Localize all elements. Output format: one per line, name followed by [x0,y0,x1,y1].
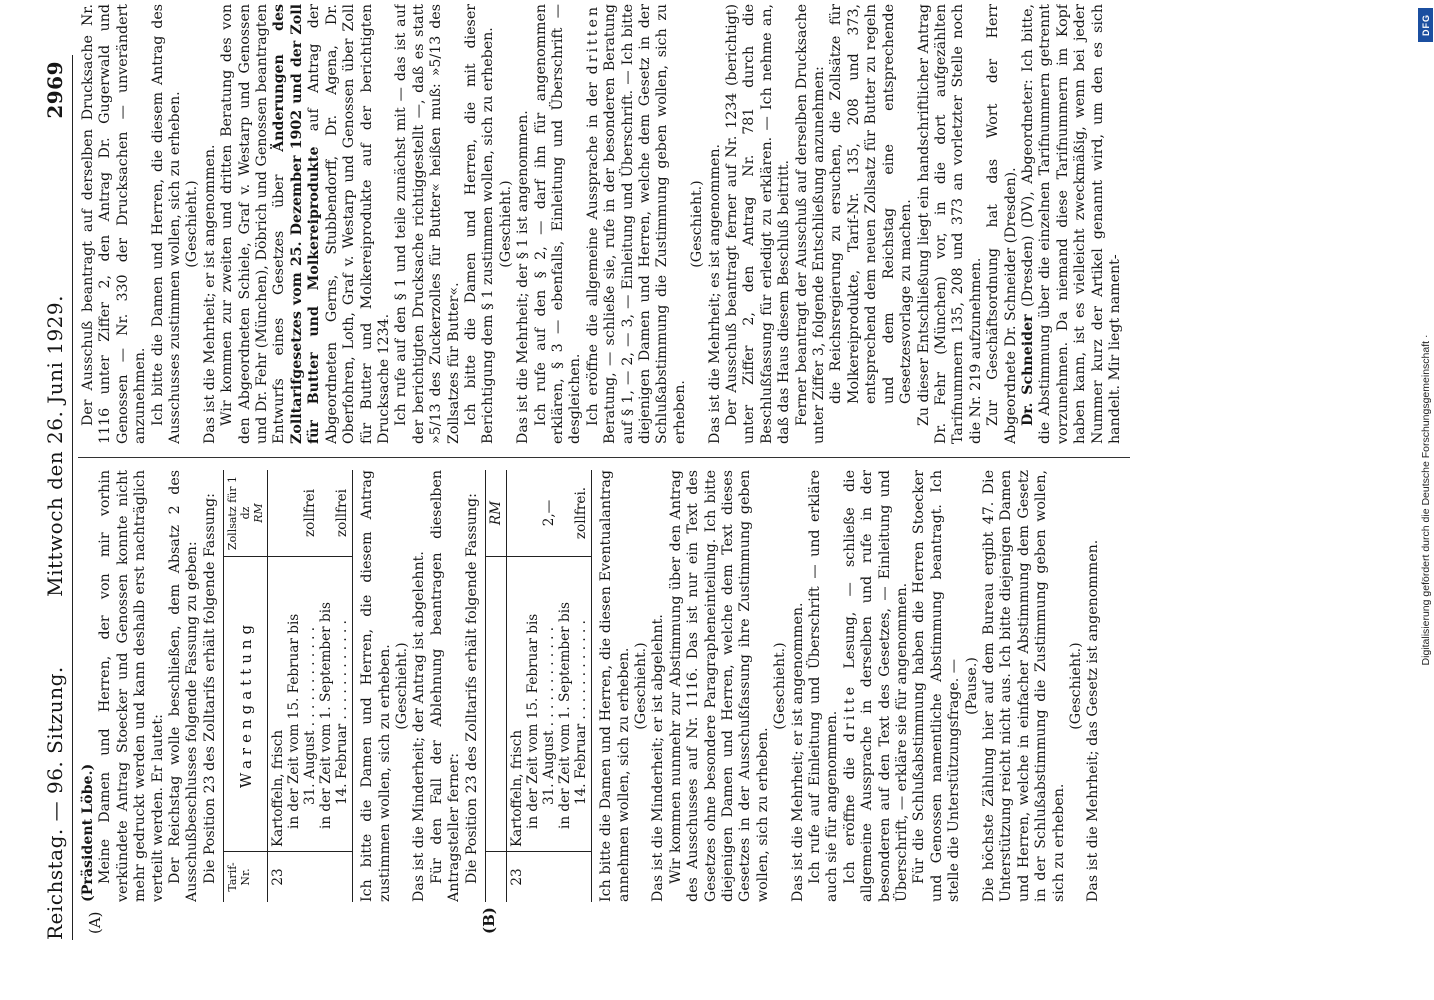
goods-period: 31. August . . . . . . . . . . . . [302,626,319,805]
paragraph: Die Position 23 des Zolltarifs erhält folgende Fassung: [463,493,480,884]
emphasis: dritten [584,4,601,75]
goods-cell [268,557,353,852]
goods-cell [507,557,592,852]
goods-name: Kartoffeln, frisch [270,729,287,847]
paragraph: Zu dieser Entschließung liegt ein handschriftlicher Antrag Dr. Fehr (München) vor, in die dort aufgezählten Tarifnummern 135, 208 und 373 an vorletzter Stelle noch die Nr. 219 aufzunehmen. [915,4,984,444]
paragraph: Ich rufe auf den § 2, — darf ihn für angenommen erklären, § 3 — ebenfalls, Einleitung und Überschrift — desgleichen. [532,4,584,444]
paragraph: Das ist die Minderheit; der Antrag ist abgelehnt. [411,551,428,902]
paragraph: Das ist die Mehrheit; es ist angenommen. [706,143,723,444]
goods-name: Kartoffeln, frisch [509,729,526,847]
header-left: Reichstag. — 96. Sitzung. [43,666,67,940]
paragraph: Ich bitte die Damen und Herren, die diesem Antrag des Ausschusses zustimmen wollen, sich zu erheben. [149,4,184,444]
action-note: (Geschieht.) [772,642,789,730]
col-header-goods: Warengattung [224,557,268,852]
goods-period: 14. Februar . . . . . . . . . . . . [334,620,351,805]
paragraph: Das ist die Mehrheit; das Gesetz ist angenommen. [1085,539,1102,902]
paragraph: Ich eröffne die allgemeine Aussprache in der dritten Beratung, — schließe sie, rufe in der besonderen Beratung auf § 1, — 2, — 3, — Einleitung und Überschrift. — Ich bitte diejenigen Damen und Herren, welche dem Gesetz in der Schlußabstimmung die Zustimmung geben wollen, sich zu erheben. [584,4,688,444]
col-header-duty [224,470,268,557]
duty-cell [268,470,353,557]
speaker-name: Dr. Schneider [1019,314,1036,426]
col-header-tariff-no: Tarif-Nr. [224,852,268,903]
speaker-label: (Präsident Löbe.) [80,763,96,902]
header-date: Mittwoch den 26. Juni 1929. [43,295,67,597]
page-number: 2969 [43,61,67,119]
paragraph: Für die Schlußabstimmung haben die Herren Stoecker und Genossen namentliche Abstimmung beantragt. Ich stelle die Unterstützungsfrage. — [911,470,963,902]
dfg-logo-icon: DFG [1418,8,1433,42]
paragraph: Das ist die Mehrheit; er ist angenommen. [201,144,218,444]
paragraph: Das ist die Minderheit; er ist abgelehnt. [650,614,667,902]
resolution-text: die Reichsregierung zu ersuchen, die Zollsätze für Molkereiprodukte, Tarif-Nr. 135, 208 und 373, entsprechend dem neuen Zollsatz für Butter zu regeln und dem Reichstag eine entsprechende Gesetzesvorlage zu machen. [828,4,915,404]
action-note: (Geschieht.) [394,642,411,730]
tariff-table-1 [223,470,353,902]
left-column [80,470,1130,902]
paragraph: Ich bitte die Damen und Herren, die mit dieser Berichtigung dem § 1 zustimmen wollen, sich zu erheben. [462,4,497,444]
paragraph: Wir kommen nunmehr zur Abstimmung über den Antrag des Ausschusses auf Nr. 1116. Das ist nur ein Text des Gesetzes ohne besondere Paragrapheneinteilung. Ich bitte diejenigen Damen und Herren, welche dem Text dieses Gesetzes in der Ausschußfassung ihre Zustimmung geben wollen, sich zu erheben. [667,470,771,902]
paragraph: Das ist die Mehrheit; er ist angenommen. [789,602,806,902]
paragraph: Meine Damen und Herren, der von mir vorhin verkündete Antrag Stoecker und Genossen konnte nicht mehr gedruckt werden und kann deshalb erst nachträglich verteilt werden. Er lautet: [97,470,166,902]
column-divider [78,457,1130,458]
goods-period: 14. Februar . . . . . . . . . . . . [573,620,590,805]
paragraph: Ferner beantragt der Ausschuß auf derselben Drucksache unter Ziffer 3, folgende Entschließung anzunehmen: [793,4,828,444]
page-header [38,55,73,940]
tariff-number: 23 [268,852,353,903]
goods-period: in der Zeit vom 15. Februar bis [525,613,542,829]
action-note: (Geschieht.) [632,642,649,730]
goods-period: in der Zeit vom 1. September bis [318,601,335,829]
goods-period: 31. August . . . . . . . . . . . . [541,626,558,805]
action-note: (Geschieht.) [1068,642,1085,730]
paragraph: Die Position 23 des Zolltarifs erhält folgende Fassung: [201,493,218,884]
action-note: (Geschieht.) [689,180,706,268]
duty-value: zollfrei [302,489,319,537]
action-note: (Geschieht.) [184,180,201,268]
paragraph: Wir kommen zur zweiten und dritten Beratung des von den Abgeordneten Schiele, Graf v. Westarp und Genossen und Dr. Fehr (München), Döbrich und Genossen beantragten Entwurfs eines Gesetzes über Änderungen des Zolltarifgesetzes vom 25. Dezember 1902 und der Zoll für Butter und Molkereiprodukte auf Antrag der Abgeordneten Gerns, Stubbendorff, Dr. Agena, Dr. Oberfohren, Loth, Graf v. Westarp und Genossen über Zoll für Butter und Molkereiprodukte auf der berichtigten Drucksache 1234. [219,4,392,444]
action-note: (Pause.) [963,657,980,715]
paragraph: Der Reichstag wolle beschließen, dem Absatz 2 des Ausschußbeschlusses folgende Fassung zu geben: [167,470,201,902]
duty-cell [507,470,592,557]
margin-mark-b: (B) [480,907,498,934]
duty-value: zollfrei [334,489,351,537]
table-row [507,470,592,902]
duty-unit: RM [488,500,505,526]
bold-title: Änderungen des Zolltarifgesetzes vom 25. Dezember 1902 und der Zoll für Butter und Molkereiprodukte [271,4,323,444]
paragraph: Ich bitte die Damen und Herren, die diesen Eventualantrag annehmen wollen, sich zu erheben. [598,470,632,902]
duty-label: Zollsatz für 1 dz [226,475,253,551]
paragraph: Dr. Schneider (Dresden) (DV), Abgeordneter: Ich bitte, die Abstimmung über die einzelnen Tarifnummern getrennt vorzunehmen. Da niemand diese Tarifnummern im Kopf haben kann, ist es vielleicht zweckmäßig, wenn bei jeder Nummer kurz der Artikel genannt wird, um den es sich handelt. Mir liegt nament- [1019,4,1123,444]
paragraph: Die höchste Zählung hier auf dem Bureau ergibt 47. Die Unterstützung reicht nicht aus. Ich bitte diejenigen Damen und Herren, welche in einfacher Abstimmung dem Gesetz in der Schlußabstimmung die Zustimmung geben wollen, sich zu erheben. [981,470,1067,902]
right-column [80,4,1130,444]
table-row [268,470,353,902]
paragraph: Für den Fall der Ablehnung beantragen dieselben Antragsteller ferner: [428,470,463,902]
duty-value: 2,— [541,499,558,527]
paragraph: Ich rufe auf Einleitung und Überschrift — und erkläre auch sie für angenommen. [806,470,841,902]
tariff-number: 23 [507,852,592,903]
paragraph: Ich eröffne die dritte Lesung, — schließe die allgemeine Aussprache in derselben und rufe in der besonderen auf den Text des Gesetzes, — Einleitung und Überschrift, — erkläre sie für angenommen. [841,470,910,902]
paragraph: Der Ausschuß beantragt ferner auf Nr. 1234 (berichtigt) unter Ziffer 2, den Antrag Nr. 781 durch die Beschlußfassung für erledigt zu erklären. — Ich nehme an, daß das Haus diesem Beschluß beitritt. [724,4,793,444]
goods-period: in der Zeit vom 15. Februar bis [286,613,303,829]
action-note: (Geschieht.) [497,180,514,268]
digitization-credit: Digitalisierung gefördert durch die Deutsche Forschungsgemeinschaft · [1420,334,1432,666]
paragraph: Das ist die Mehrheit; der § 1 ist angenommen. [515,110,532,444]
margin-mark-a: (A) [86,911,104,934]
paragraph: Ich rufe auf den § 1 und teile zunächst mit — das ist auf der berichtigten Drucksache richtiggestellt —, daß es statt »5/13 des Zuckerzolles für Butter« heißen muß: »5/13 des Zollsatzes für Butter«. [393,4,462,444]
duty-unit: RM [252,503,266,523]
paragraph: Der Ausschuß beantragt auf derselben Drucksache Nr. 1116 unter Ziffer 2, den Antrag Dr. Gugerwald und Genossen — Nr. 330 der Drucksachen — unverändert anzunehmen. [80,4,149,444]
goods-period: in der Zeit vom 1. September bis [557,601,574,829]
duty-value: zollfrei. [573,486,590,540]
emphasis: dritte [841,683,858,743]
paragraph: Zur Geschäftsordnung hat das Wort der Herr Abgeordnete Dr. Schneider (Dresden). [985,4,1019,444]
tariff-table-2 [485,470,592,902]
paragraph: Ich bitte die Damen und Herren, die diesem Antrag zustimmen wollen, sich zu erheben. [359,470,393,902]
